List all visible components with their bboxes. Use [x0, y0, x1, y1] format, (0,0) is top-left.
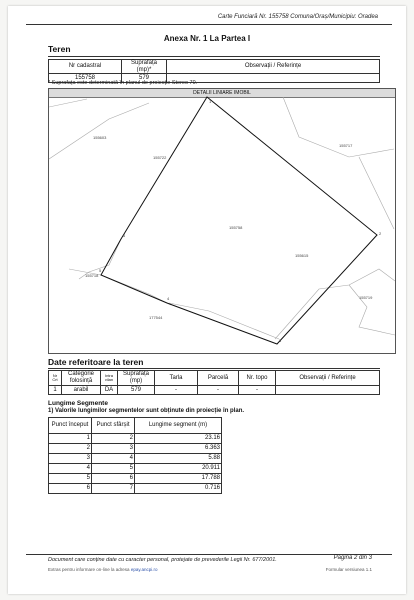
extract-note-text: Extras pentru informare on-line la adresa	[48, 567, 130, 572]
table-row	[49, 434, 222, 444]
date-cell-intravilan: DA	[101, 386, 118, 395]
neighbor-line	[283, 97, 394, 157]
neighbor-label: 155603	[93, 135, 107, 140]
seg-cell: 7	[92, 484, 135, 494]
teren-col-suprafata: Suprafața (mp)*	[122, 60, 167, 74]
vertex-label: 4	[167, 296, 170, 301]
table-row	[49, 484, 222, 494]
extract-note	[48, 567, 158, 572]
table-row	[49, 464, 222, 474]
privacy-note: Document care conține date cu caracter personal, protejate de prevederile Legii Nr. 677/2001.	[48, 557, 277, 563]
neighbor-lines	[49, 97, 395, 339]
seg-cell: 17.788	[135, 474, 222, 484]
seg-cell: 2	[92, 434, 135, 444]
seg-cell: 23.16	[135, 434, 222, 444]
vertex-label: 1	[209, 99, 212, 104]
page-number: Pagina 2 din 3	[333, 555, 372, 561]
neighbor-line	[49, 103, 149, 159]
site-link[interactable]: epay.ancpi.ro	[130, 567, 158, 572]
date-col-intravilan: Intra vilan	[101, 371, 118, 386]
date-cell-parcela: -	[198, 386, 239, 395]
plan-header: DETALII LINIARE IMOBIL	[49, 89, 395, 98]
annex-title: Anexa Nr. 1 La Partea I	[163, 34, 251, 43]
date-col-categorie: Categorie folosință	[62, 371, 101, 386]
seg-cell: 5	[92, 464, 135, 474]
seg-col-end: Punct sfârșit	[92, 418, 135, 434]
segments-table	[48, 417, 222, 494]
segments-title: Lungime Segmente	[48, 400, 108, 407]
seg-cell: 3	[92, 444, 135, 454]
neighbor-line	[359, 157, 394, 229]
seg-cell: 1	[49, 434, 92, 444]
date-cell-nr: 1	[49, 386, 62, 395]
neighbor-label: 155717	[339, 143, 353, 148]
table-row	[49, 444, 222, 454]
date-col-suprafata: Suprafața (mp)	[118, 371, 155, 386]
date-cell-categorie: arabil	[62, 386, 101, 395]
vertex-label: 6	[123, 233, 126, 238]
date-teren-title: Date referitoare la teren	[48, 357, 144, 367]
seg-cell: 4	[49, 464, 92, 474]
seg-col-start: Punct început	[49, 418, 92, 434]
neighbor-line	[275, 269, 395, 339]
teren-col-observatii: Observații / Referințe	[167, 60, 380, 74]
date-col-nr: Nr Crt	[49, 371, 62, 386]
seg-col-length: Lungime segment (m)	[135, 418, 222, 434]
seg-cell: 0.716	[135, 484, 222, 494]
neighbor-line	[349, 285, 395, 335]
seg-cell: 6.363	[135, 444, 222, 454]
table-row	[49, 454, 222, 464]
seg-cell: 4	[92, 454, 135, 464]
neighbor-line	[169, 303, 279, 339]
date-cell-suprafata: 579	[118, 386, 155, 395]
document-page	[8, 6, 406, 594]
seg-cell: 5.88	[135, 454, 222, 464]
date-col-nr-topo: Nr. topo	[239, 371, 276, 386]
surface-footnote: * Suprafața este determinată în planul de proiecție Stereo 70.	[48, 80, 198, 86]
document-info: Carte Funciară Nr. 155758 Comuna/Oraș/Municipiu: Oradea	[217, 14, 378, 20]
neighbor-label: 155718	[85, 273, 99, 278]
seg-cell: 20.911	[135, 464, 222, 474]
teren-divider	[48, 56, 380, 57]
parcel-number-label: 155758	[229, 225, 243, 230]
date-teren-table	[48, 370, 380, 395]
teren-title: Teren	[48, 44, 71, 54]
parcel-boundary	[101, 97, 377, 344]
date-cell-observatii	[276, 386, 380, 395]
form-version: Formular versiunea 1.1	[325, 567, 372, 572]
vertex-label: 2	[379, 231, 382, 236]
plan-drawing	[48, 88, 396, 354]
parcel-plan-svg	[49, 89, 395, 353]
date-col-parcela: Parcelă	[198, 371, 239, 386]
teren-cell-suprafata: 579	[122, 74, 167, 83]
table-row	[49, 474, 222, 484]
segments-subtitle: 1) Valorile lungimilor segmentelor sunt obținute din proiecție în plan.	[48, 408, 245, 414]
neighbor-line	[49, 99, 87, 107]
header-divider	[26, 24, 392, 25]
seg-cell: 3	[49, 454, 92, 464]
seg-cell: 6	[92, 474, 135, 484]
date-teren-divider	[48, 368, 380, 369]
date-cell-nr-topo: -	[239, 386, 276, 395]
vertex-label: 3	[279, 338, 282, 343]
teren-cell-nr-cadastral: 155758	[49, 74, 122, 83]
seg-cell: 6	[49, 484, 92, 494]
neighbor-label: 177544	[149, 315, 163, 320]
teren-col-nr-cadastral: Nr cadastral	[49, 60, 122, 74]
date-col-observatii: Observații / Referințe	[276, 371, 380, 386]
seg-cell: 2	[49, 444, 92, 454]
parcel-labels	[85, 99, 382, 343]
vertex-label: 5	[99, 268, 102, 273]
neighbor-label: 155615	[295, 253, 309, 258]
seg-cell: 5	[49, 474, 92, 484]
teren-cell-observatii	[167, 74, 380, 83]
neighbor-label: 155719	[359, 295, 373, 300]
date-col-tarla: Tarla	[155, 371, 198, 386]
neighbor-label: 155722	[153, 155, 167, 160]
date-cell-tarla: -	[155, 386, 198, 395]
